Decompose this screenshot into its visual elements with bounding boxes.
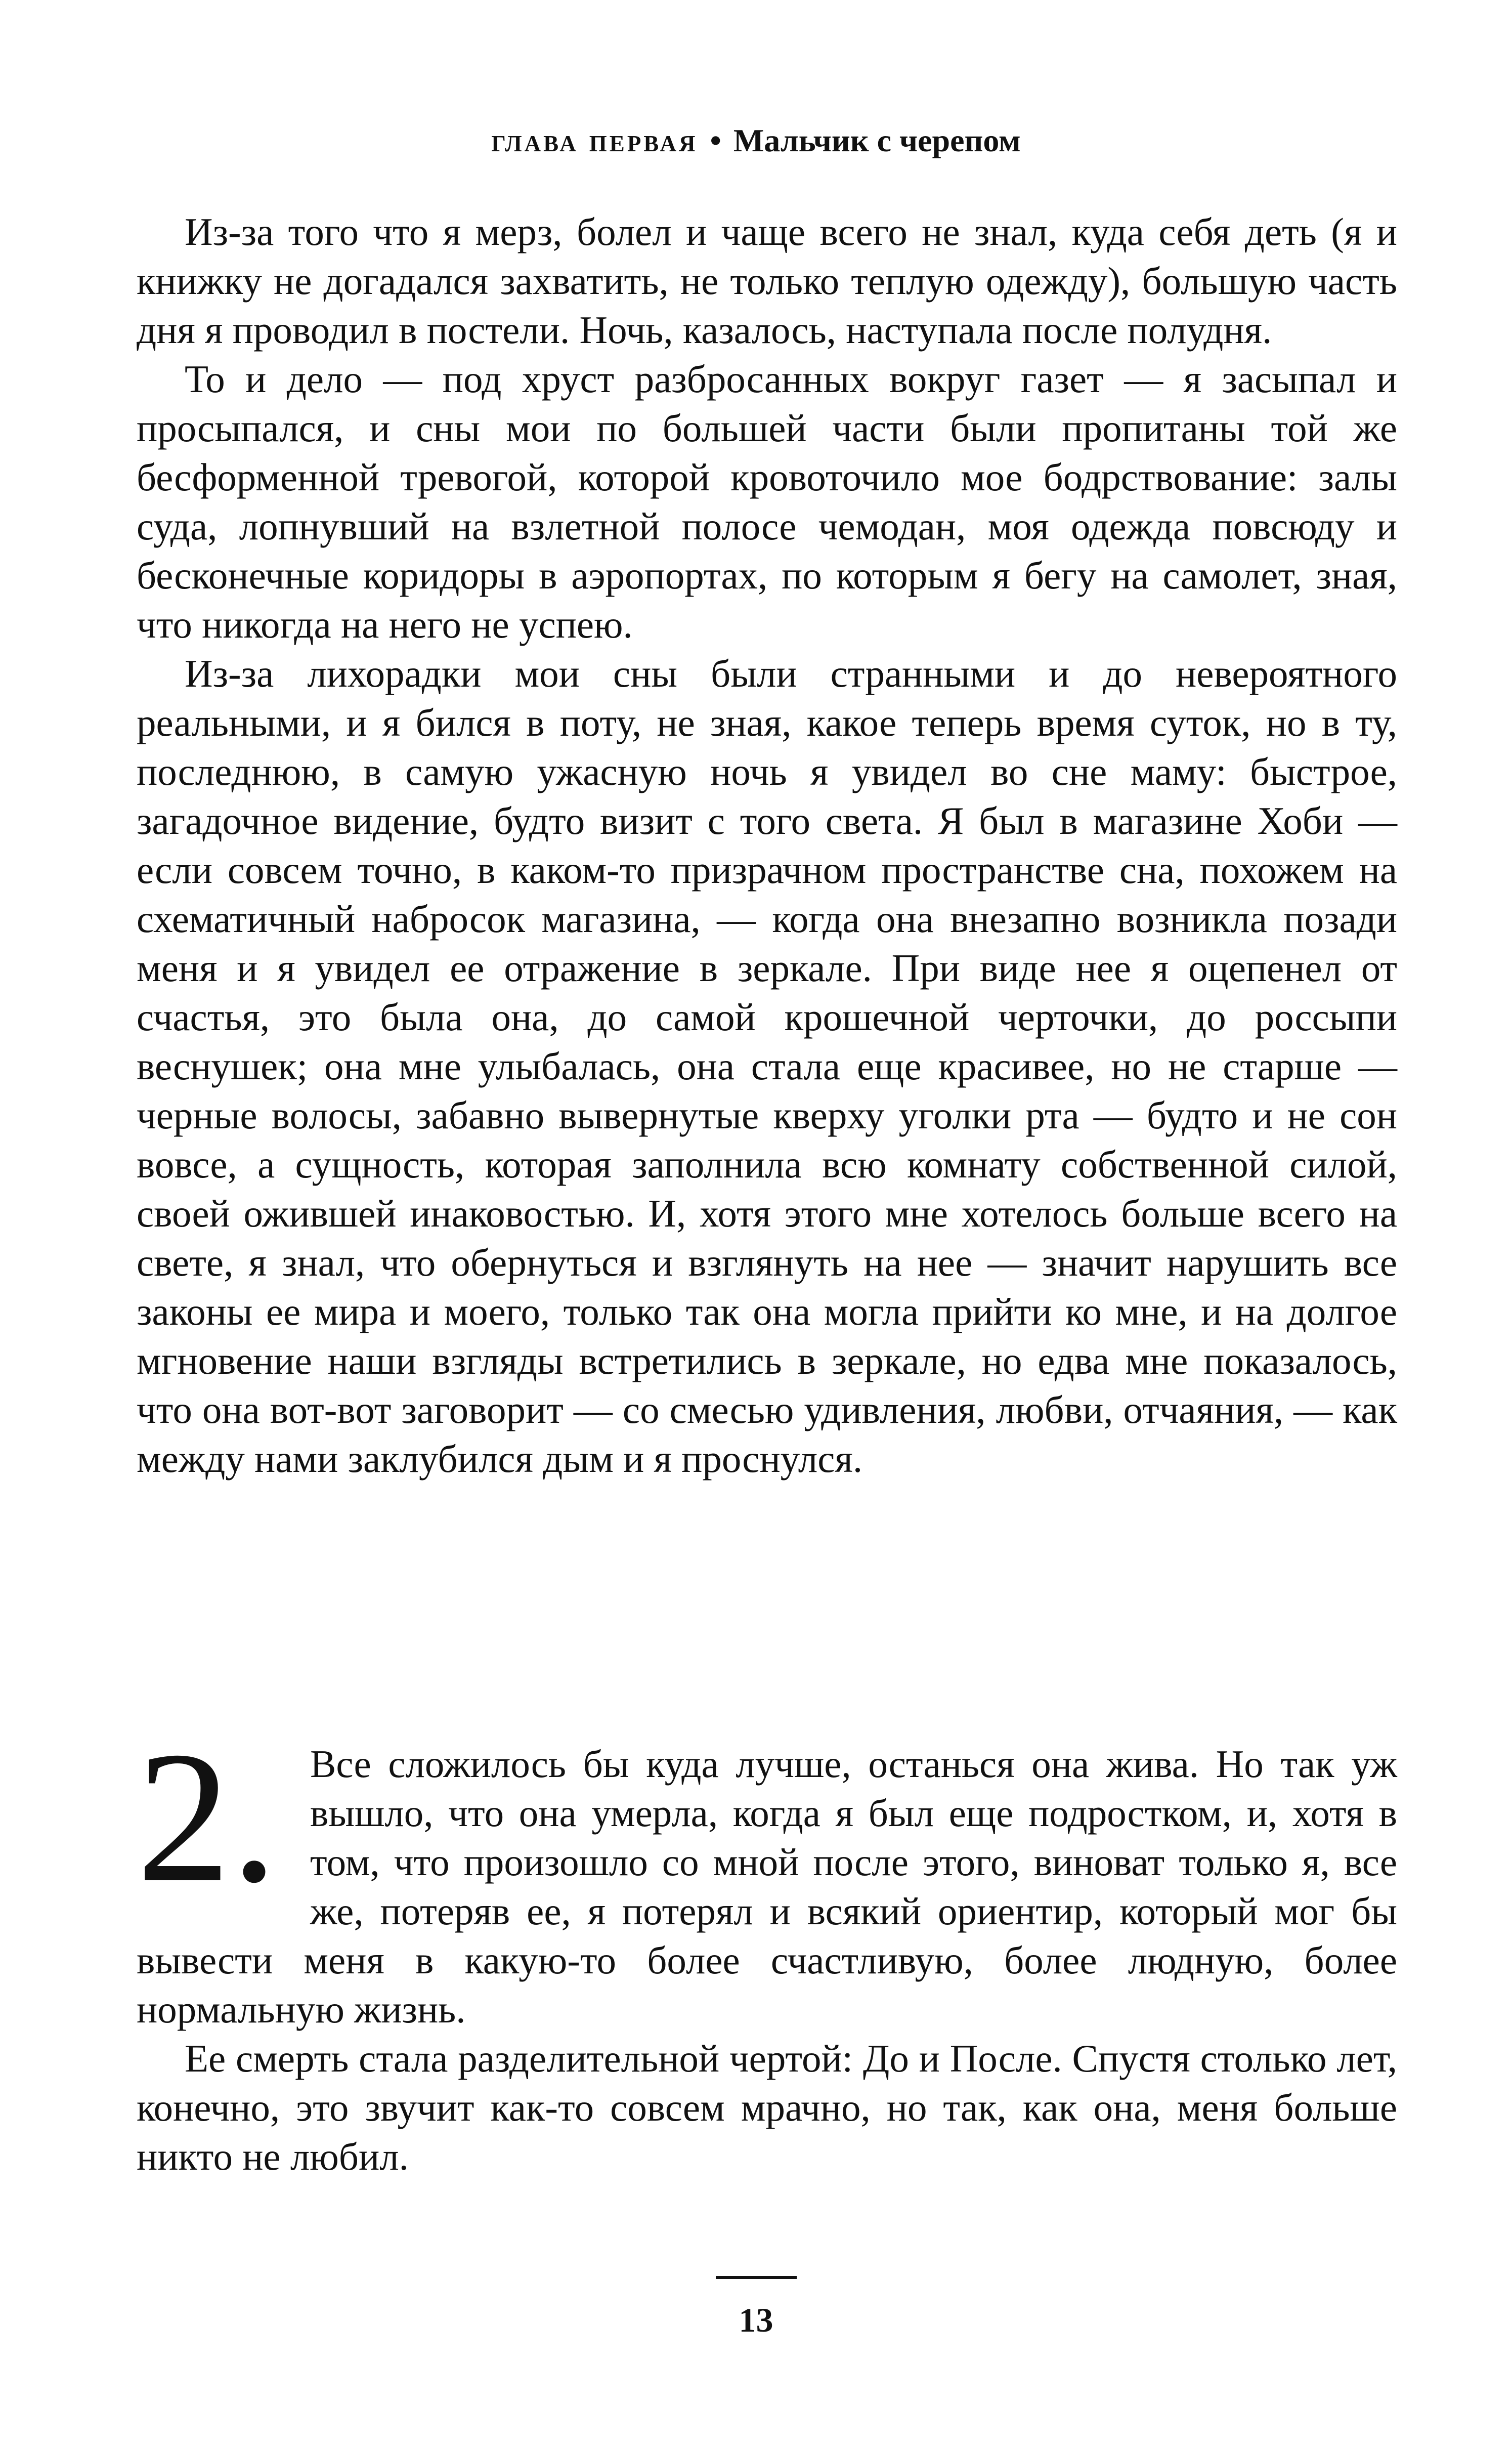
section-2 <box>137 1713 1397 2181</box>
running-head <box>0 120 1512 161</box>
body-text-top <box>137 207 1397 1484</box>
paragraph: Из-за того что я мерз, болел и чаще всего не знал, куда себя деть (я и книжку не догадался захватить, не только теплую одежду), большую часть дня я проводил в постели. Ночь, казалось, наступала после полудня. <box>137 210 1397 352</box>
paragraph: Ее смерть стала разделительной чертой: До и После. Спустя столько лет, конечно, это звучит как-то совсем мрачно, но так, как она, меня больше никто не любил. <box>137 2037 1397 2178</box>
page-number: 13 <box>739 2301 773 2339</box>
section-number: 2. <box>137 1713 278 1921</box>
chapter-title: Мальчик с черепом <box>733 122 1021 158</box>
paragraph: Из-за лихорадки мои сны были странными и до невероятного реальными, и я бился в поту, не зная, какое теперь время суток, но в ту, последнюю, в самую ужасную ночь я увидел во сне маму: быстрое, загадочное видение, будто визит с того света. Я был в магазине Хоби — если совсем точно, в каком-то призрачном пространстве сна, похожем на схематичный набросок магазина, — когда она внезапно возникла позади меня и я увидел ее отражение в зеркале. При виде нее я оцепенел от счастья, это была она, до самой крошечной черточки, до россыпи веснушек; она мне улыбалась, она стала еще красивее, но не старше — черные волосы, забавно вывернутые кверху уголки рта — будто и не сон вовсе, а сущность, которая заполнила всю комнату собственной силой, своей ожившей инаковостью. И, хотя этого мне хотелось больше всего на свете, я знал, что обернуться и взглянуть на нее — значит нарушить все законы ее мира и моего, только так она могла прийти ко мне, и на долгое мгновение наши взгляды встретились в зеркале, но едва мне показалось, что она вот-вот заговорит — со смесью удивления, любви, отчаяния, — как между нами заклубился дым и я проснулся. <box>137 652 1397 1481</box>
folio-rule <box>716 2276 797 2279</box>
running-head-separator: • <box>710 122 721 158</box>
chapter-label: глава первая <box>491 122 698 158</box>
paragraph: То и дело — под хруст разбросанных вокруг газет — я засыпал и просыпался, и сны мои по большей части были пропитаны той же бесформенной тревогой, которой кровоточило мое бодрствование: залы суда, лопнувший на взлетной полосе чемодан, моя одежда повсюду и бесконечные коридоры в аэропортах, по которым я бегу на самолет, зная, что никогда на него не успею. <box>137 357 1397 646</box>
paragraph: Все сложилось бы куда лучше, останься она жива. Но так уж вышло, что она умерла, когда я был еще подростком, и, хотя в том, что произошло со мной после этого, виноват только я, все же, потеряв ее, я потерял и всякий ориентир, который мог бы вывести меня в какую-то более счастливую, более людную, более нормальную жизнь. <box>137 1742 1397 2031</box>
